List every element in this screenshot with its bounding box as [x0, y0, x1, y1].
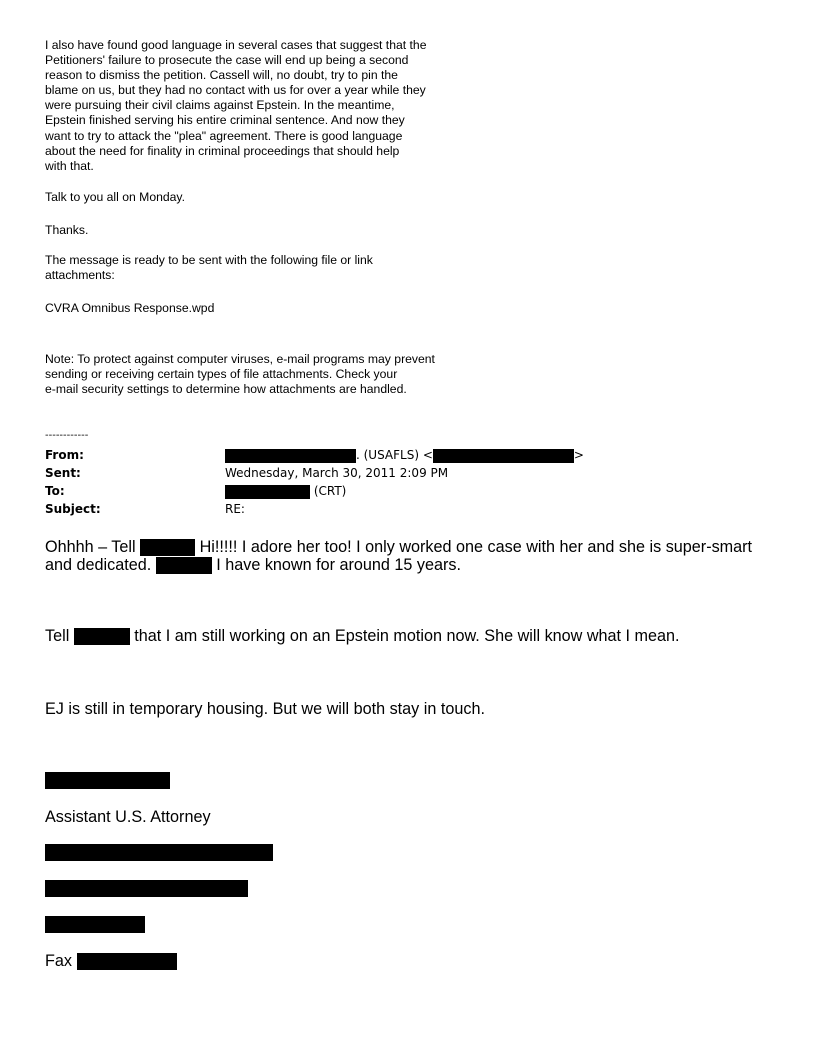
body-text: and dedicated. — [45, 556, 152, 574]
intro-line: Petitioners' failure to prosecute the case will end up being a second — [45, 53, 409, 68]
subject-value: RE: — [225, 502, 245, 516]
redacted-signature-line — [45, 844, 273, 861]
sent-value: Wednesday, March 30, 2011 2:09 PM — [225, 466, 449, 480]
virus-note — [45, 352, 435, 397]
header-separator: ------------ — [45, 430, 89, 441]
signature-fax — [45, 952, 177, 970]
body-text: Ohhhh – Tell — [45, 538, 136, 556]
intro-line: about the need for finality in criminal proceedings that should help — [45, 143, 400, 158]
intro-line: with that. — [45, 158, 94, 173]
attachment-notice — [45, 253, 373, 283]
fax-label: Fax — [45, 952, 72, 970]
intro-line: blame on us, but they had no contact with us for over a year while they — [45, 83, 426, 98]
intro-paragraph — [45, 38, 426, 174]
redacted-signature-line — [45, 880, 248, 897]
attachment-notice-line: The message is ready to be sent with the following file or link — [45, 253, 373, 267]
body-line-3 — [45, 627, 680, 645]
redacted-name — [225, 449, 356, 463]
redacted-signature-line — [45, 916, 145, 933]
redacted-recipient — [225, 485, 310, 499]
thanks-line: Thanks. — [45, 223, 89, 237]
attachment-filename: CVRA Omnibus Response.wpd — [45, 301, 215, 315]
virus-note-line: Note: To protect against computer viruses, e-mail programs may prevent — [45, 352, 435, 366]
intro-line: want to try to attack the "plea" agreement. There is good language — [45, 128, 403, 143]
body-line-4: EJ is still in temporary housing. But we will both stay in touch. — [45, 700, 485, 718]
to-label: To: — [45, 484, 65, 498]
body-text: that I am still working on an Epstein motion now. She will know what I mean. — [134, 627, 680, 645]
body-line-1 — [45, 538, 752, 556]
virus-note-line: e-mail security settings to determine how attachments are handled. — [45, 382, 407, 397]
redacted-fax-number — [77, 953, 177, 970]
body-text: Tell — [45, 627, 70, 645]
redacted-name — [156, 557, 212, 574]
intro-line: I also have found good language in several cases that suggest that the — [45, 38, 427, 52]
body-text: Hi!!!!! I adore her too! I only worked one case with her and she is super-smart — [199, 538, 753, 556]
talk-line: Talk to you all on Monday. — [45, 190, 186, 204]
body-line-2 — [45, 556, 461, 574]
redacted-name — [74, 628, 130, 645]
attachment-notice-line: attachments: — [45, 268, 115, 283]
redacted-email — [433, 449, 574, 463]
from-org: . (USAFLS) < — [356, 448, 433, 462]
to-value — [225, 482, 346, 500]
intro-line: were pursuing their civil claims against Epstein. In the meantime, — [45, 98, 395, 113]
subject-label: Subject: — [45, 502, 101, 516]
sent-label: Sent: — [45, 466, 81, 480]
from-value — [225, 446, 584, 464]
body-text: I have known for around 15 years. — [216, 556, 461, 574]
redacted-name — [140, 539, 195, 556]
from-bracket: > — [573, 448, 584, 462]
signature-title: Assistant U.S. Attorney — [45, 808, 211, 826]
from-label: From: — [45, 448, 84, 462]
to-org: (CRT) — [313, 484, 347, 498]
redacted-signature-name — [45, 772, 170, 789]
intro-line: Epstein finished serving his entire criminal sentence. And now they — [45, 113, 405, 128]
intro-line: reason to dismiss the petition. Cassell will, no doubt, try to pin the — [45, 68, 398, 83]
virus-note-line: sending or receiving certain types of file attachments. Check your — [45, 367, 398, 382]
